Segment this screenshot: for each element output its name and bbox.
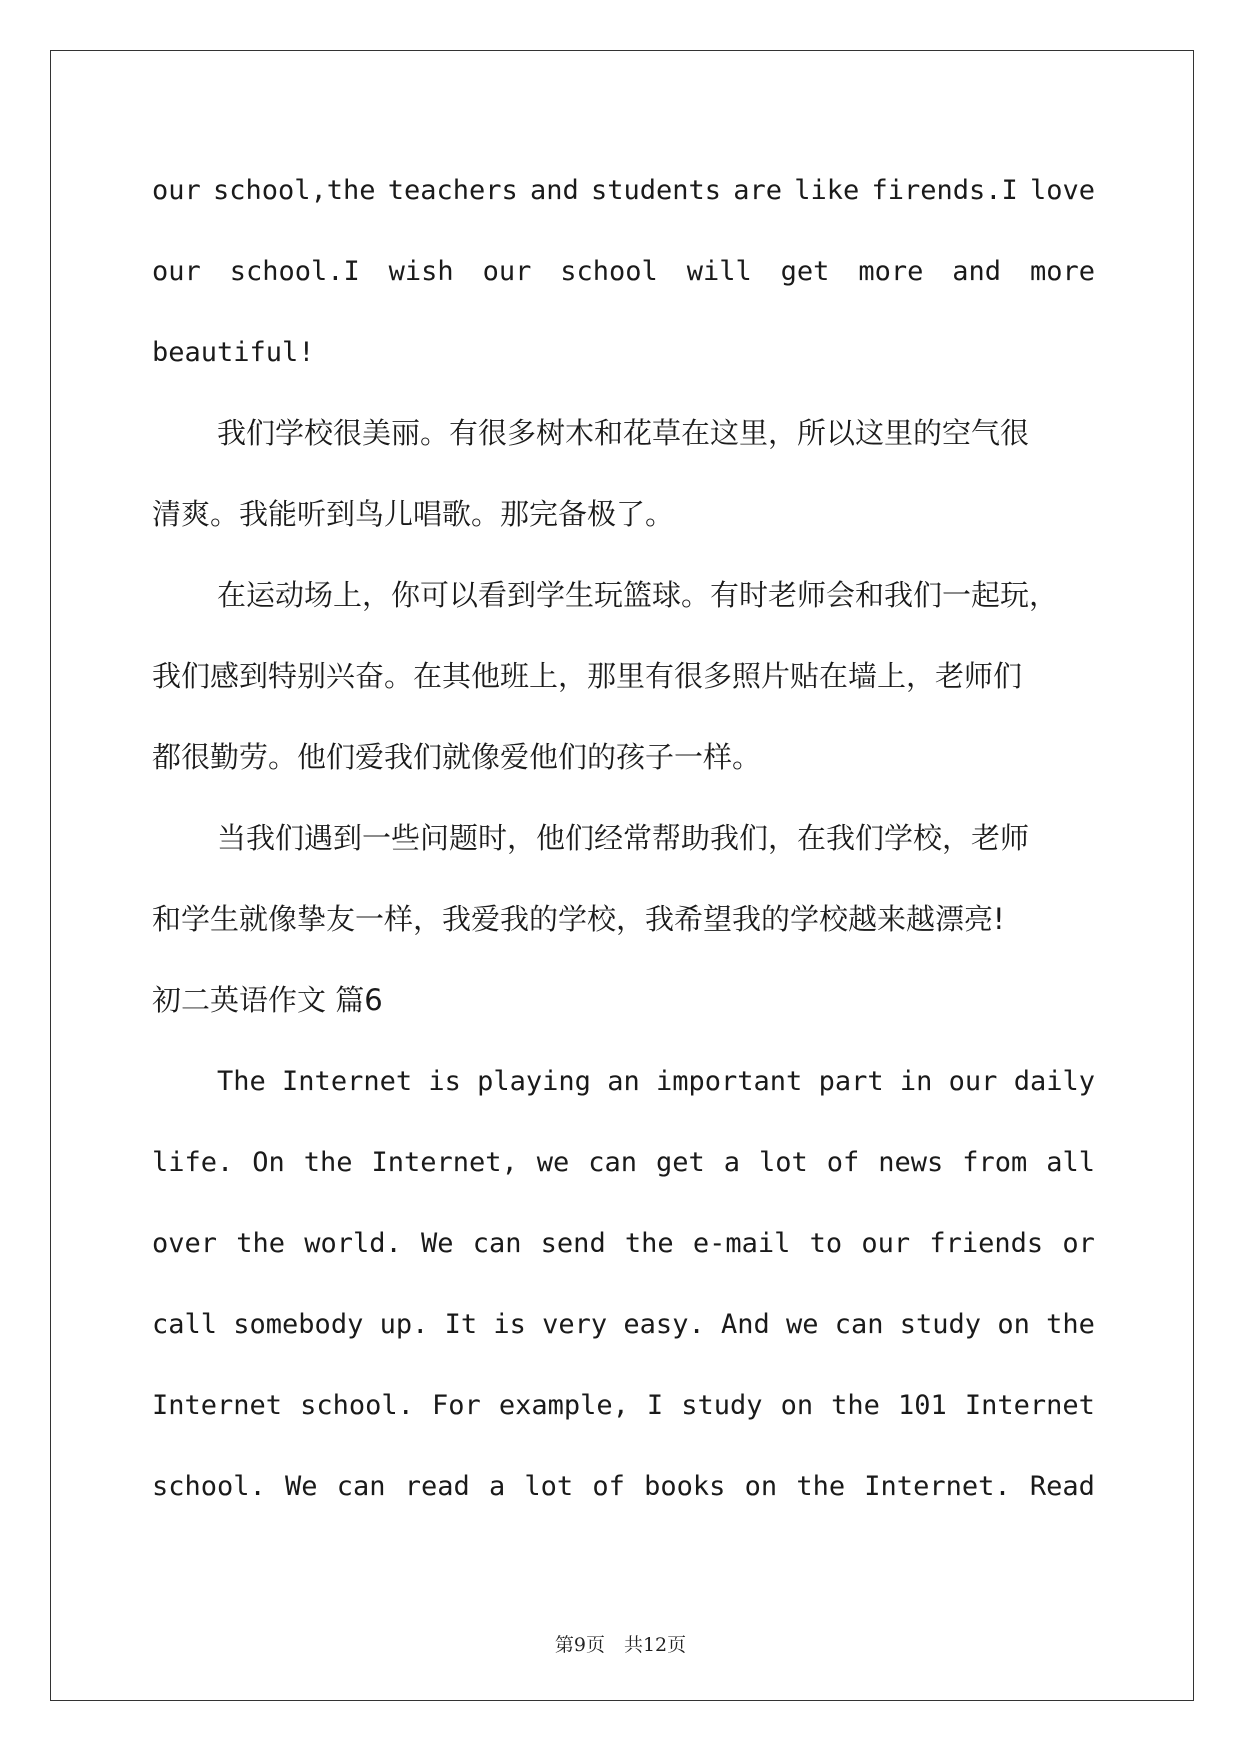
word: news <box>878 1147 944 1178</box>
word: the <box>624 1228 674 1259</box>
word: can <box>588 1147 638 1178</box>
word: of <box>826 1147 860 1178</box>
word: can <box>834 1309 884 1340</box>
word: 101 <box>898 1390 947 1421</box>
word: study <box>899 1309 982 1340</box>
word: study <box>681 1390 763 1421</box>
word: get <box>656 1147 705 1178</box>
word: we <box>785 1309 819 1340</box>
text-line <box>152 1122 1095 1203</box>
word: Internet <box>152 1390 283 1421</box>
word: We <box>285 1471 318 1502</box>
word: lot <box>524 1471 574 1502</box>
word: on <box>997 1309 1030 1340</box>
word: the <box>236 1228 286 1259</box>
word: For <box>431 1390 481 1421</box>
text-line <box>152 1284 1095 1365</box>
word: of <box>592 1471 625 1502</box>
word: school. <box>152 1471 266 1502</box>
word: up. <box>379 1309 429 1340</box>
word: is <box>428 1066 461 1097</box>
text-line: 清爽。我能听到鸟儿唱歌。那完备极了。 <box>152 497 675 531</box>
word: is <box>493 1309 526 1340</box>
word: and <box>952 256 1002 287</box>
word: call <box>152 1309 218 1340</box>
word: can <box>336 1471 386 1502</box>
word: I <box>646 1390 664 1421</box>
word: Internet. <box>864 1471 1011 1502</box>
word: books <box>644 1471 726 1502</box>
word: get <box>780 256 830 287</box>
word: easy. <box>623 1309 705 1340</box>
text-line: 都很勤劳。他们爱我们就像爱他们的孩子一样。 <box>152 740 762 774</box>
text-line <box>152 1365 1095 1446</box>
word: or <box>1062 1228 1095 1259</box>
word: more <box>858 256 924 287</box>
word: will <box>686 256 752 287</box>
text-line: 我们学校很美丽。有很多树木和花草在这里，所以这里的空气很 <box>217 416 1030 450</box>
word: school <box>560 256 658 287</box>
document-body <box>152 150 1095 1527</box>
word: The <box>217 1066 266 1097</box>
word: e-mail <box>692 1228 791 1259</box>
word: school,the <box>212 175 376 206</box>
text-line: 和学生就像挚友一样，我爱我的学校，我希望我的学校越来越漂亮! <box>152 902 1005 936</box>
word: life. <box>152 1147 234 1178</box>
word: daily <box>1013 1066 1095 1097</box>
word: on <box>744 1471 778 1502</box>
text-line <box>152 1041 1095 1122</box>
text-line <box>152 231 1095 312</box>
word: can <box>472 1228 522 1259</box>
word: read <box>404 1471 470 1502</box>
page-number-footer: 第9页 共12页 <box>554 1634 687 1656</box>
word: firends.I <box>871 175 1018 206</box>
word: playing <box>477 1066 591 1097</box>
word: a <box>488 1471 506 1502</box>
word: our <box>152 256 201 287</box>
word: and <box>530 175 579 206</box>
word: to <box>809 1228 843 1259</box>
word: part <box>818 1066 884 1097</box>
word: students <box>590 175 722 206</box>
word: the <box>1046 1309 1095 1340</box>
word: Internet <box>282 1066 413 1097</box>
text-line <box>152 1203 1095 1284</box>
text-line: beautiful! <box>152 337 315 368</box>
word: somebody <box>233 1309 364 1340</box>
word: the <box>831 1390 880 1421</box>
word: our <box>152 175 201 206</box>
word: in <box>899 1066 933 1097</box>
word: are <box>733 175 783 206</box>
word: we <box>536 1147 570 1178</box>
word: very <box>542 1309 608 1340</box>
word: like <box>794 175 860 206</box>
word: love <box>1029 175 1095 206</box>
word: Read <box>1029 1471 1095 1502</box>
word: on <box>780 1390 814 1421</box>
word: Internet <box>964 1390 1095 1421</box>
word: all <box>1046 1147 1095 1178</box>
word: our <box>482 256 532 287</box>
word: friends <box>929 1228 1044 1259</box>
word: It <box>444 1309 478 1340</box>
text-line <box>152 150 1095 231</box>
word: our <box>861 1228 911 1259</box>
word: over <box>152 1228 218 1259</box>
word: our <box>948 1066 998 1097</box>
text-line: 在运动场上，你可以看到学生玩篮球。有时老师会和我们一起玩， <box>217 578 1059 612</box>
word: example, <box>498 1390 629 1421</box>
word: wish <box>388 256 454 287</box>
text-line: 初二英语作文 篇6 <box>152 983 383 1017</box>
word: more <box>1029 256 1095 287</box>
word: world. <box>304 1228 402 1259</box>
word: teachers <box>387 175 518 206</box>
word: And <box>720 1309 770 1340</box>
word: On <box>252 1147 285 1178</box>
text-line <box>152 1446 1095 1527</box>
word: We <box>420 1228 454 1259</box>
word: the <box>303 1147 353 1178</box>
word: Internet, <box>371 1147 518 1178</box>
word: lot <box>758 1147 808 1178</box>
word: school.I <box>229 256 360 287</box>
word: the <box>796 1471 846 1502</box>
text-line: 当我们遇到一些问题时，他们经常帮助我们，在我们学校，老师 <box>217 821 1030 855</box>
word: an <box>607 1066 640 1097</box>
word: from <box>962 1147 1028 1178</box>
word: school. <box>300 1390 414 1421</box>
word: send <box>540 1228 606 1259</box>
text-line: 我们感到特别兴奋。在其他班上，那里有很多照片贴在墙上，老师们 <box>152 659 1023 693</box>
word: a <box>723 1147 741 1178</box>
word: important <box>655 1066 803 1097</box>
